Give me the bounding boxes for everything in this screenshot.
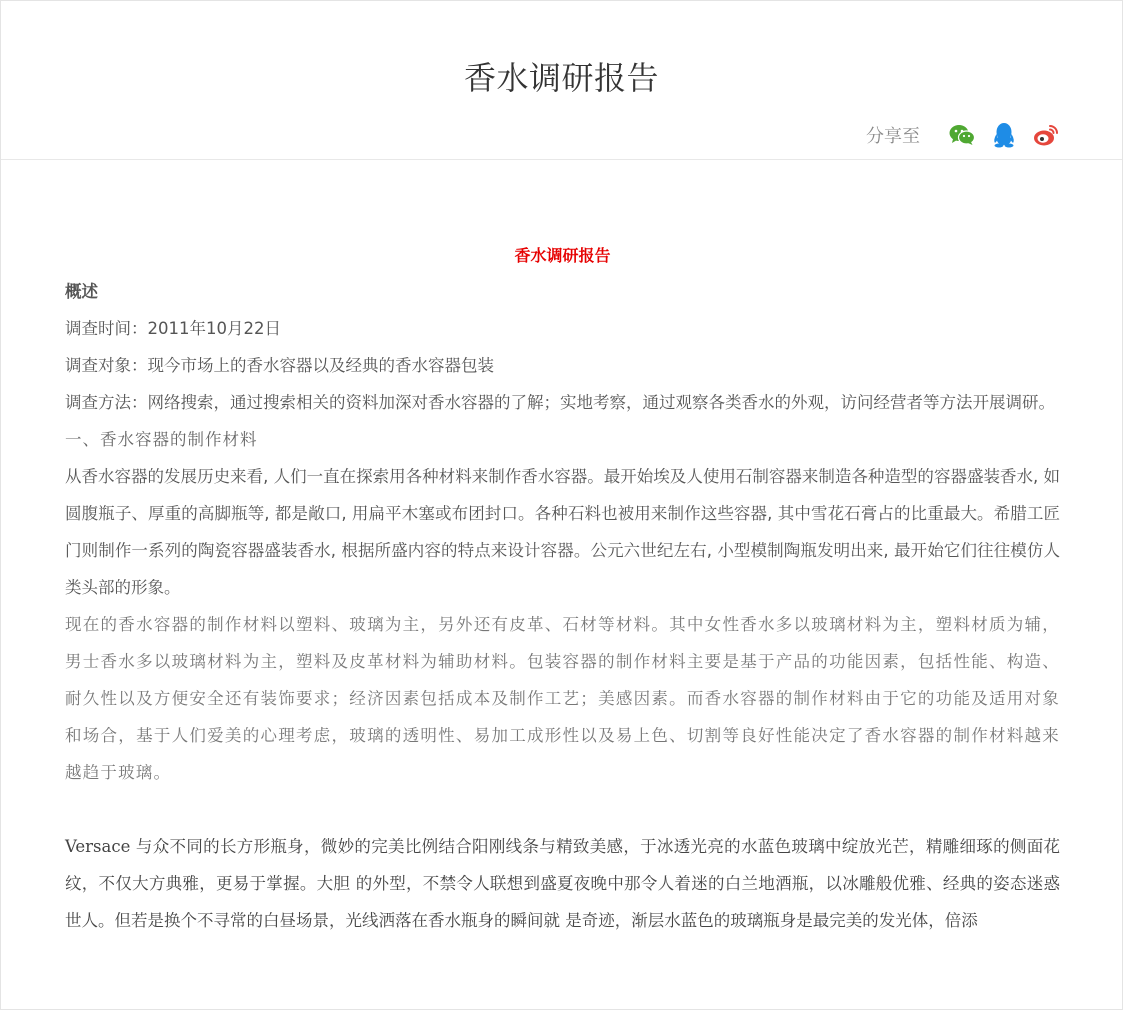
overview-heading: 概述: [65, 282, 98, 301]
page-title: 香水调研报告: [463, 59, 659, 97]
document-red-title: 香水调研报告: [514, 246, 611, 265]
share-label: 分享至: [866, 126, 920, 147]
section-heading-materials: 一、香水容器的制作材料: [65, 430, 258, 449]
survey-method: 调查方法：网络搜索，通过搜索相关的资料加深对香水容器的了解；实地考察，通过观察各类香水的外观，访问经营者等方法开展调研。: [65, 393, 1055, 412]
share-bar: [866, 121, 1060, 149]
qq-icon[interactable]: [990, 121, 1018, 149]
paragraph-modern-materials: 现在的香水容器的制作材料以塑料、玻璃为主，另外还有皮革、石材等材料。其中女性香水多以玻璃材料为主，塑料材质为辅，男士香水多以玻璃材料为主，塑料及皮革材料为辅助材料。包装容器的制作材料主要是基于产品的功能因素，包括性能、构造、耐久性以及方便安全还有装饰要求；经济因素包括成本及制作工艺；美感因素。而香水容器的制作材料由于它的功能及适用对象和场合，基于人们爱美的心理考虑，玻璃的透明性、易加工成形性以及易上色、切割等良好性能决定了香水容器的制作材料越来越趋于玻璃。: [65, 615, 1060, 782]
document-body: [65, 241, 1060, 939]
paragraph-spacer: [65, 791, 1060, 828]
survey-object: 调查对象：现今市场上的香水容器以及经典的香水容器包装: [65, 356, 494, 375]
document-header: [1, 1, 1122, 160]
paragraph-versace: Versace 与众不同的长方形瓶身，微妙的完美比例结合阳刚线条与精致美感，于冰透光亮的水蓝色玻璃中绽放光芒，精雕细琢的侧面花纹，不仅大方典雅，更易于掌握。大胆 的外型，不禁令人联想到盛夏夜晚中那令人着迷的白兰地酒瓶，以冰雕般优雅、经典的姿态迷惑世人。但若是换个不寻常的白昼场景，光线洒落在香水瓶身的瞬间就 是奇迹，渐层水蓝色的玻璃瓶身是最完美的发光体，倍添: [65, 837, 1060, 930]
wechat-icon[interactable]: [948, 121, 976, 149]
survey-time: 调查时间：2011年10月22日: [65, 319, 281, 338]
paragraph-history: 从香水容器的发展历史来看, 人们一直在探索用各种材料来制作香水容器。最开始埃及人使用石制容器来制造各种造型的容器盛装香水, 如圆腹瓶子、厚重的高脚瓶等, 都是敞口, 用扁平木塞或布团封口。各种石料也被用来制作这些容器, 其中雪花石膏占的比重最大。希腊工匠门则制作一系列的陶瓷容器盛装香水, 根据所盛内容的特点来设计容器。公元六世纪左右, 小型模制陶瓶发明出来, 最开始它们往往模仿人类头部的形象。: [65, 467, 1060, 597]
weibo-icon[interactable]: [1032, 121, 1060, 149]
